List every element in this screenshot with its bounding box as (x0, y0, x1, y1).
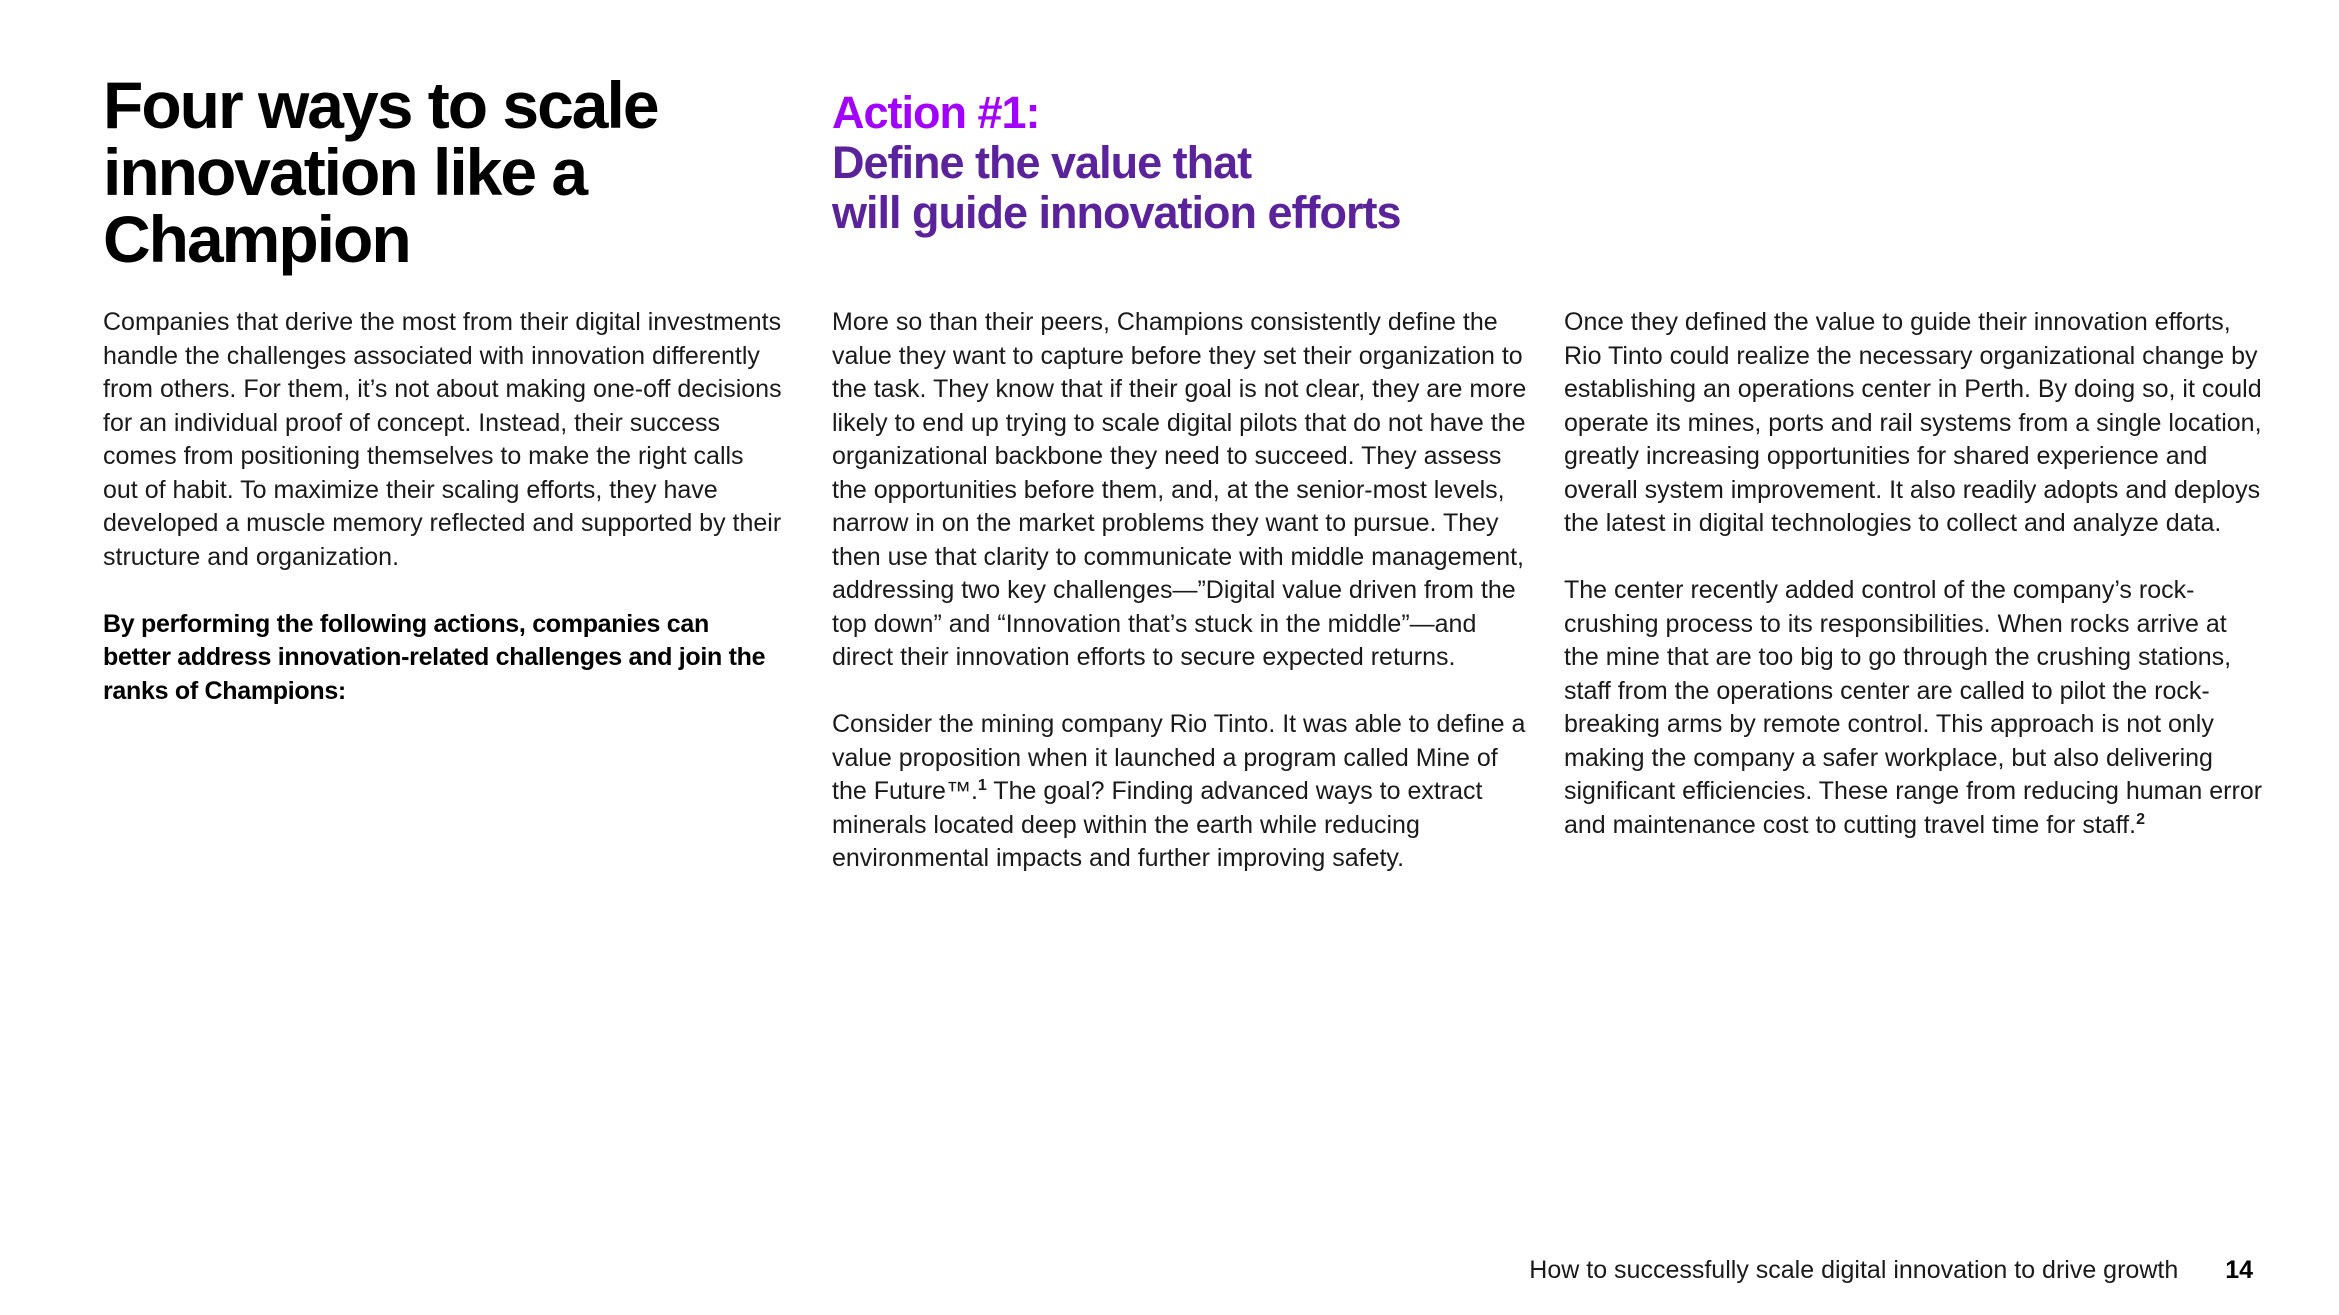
action-heading-line-2: will guide innovation efforts (832, 187, 1401, 238)
lead-bold-paragraph: By performing the following actions, companies can better address innovation-related challenges and join the ranks of Champions: (103, 609, 766, 705)
middle-paragraph-2-before: Consider the mining company Rio Tinto. It was able to define a value proposition when it launched a program called Mine of the Future™. (832, 710, 1526, 805)
action-heading-line-1: Define the value that (832, 137, 1252, 188)
intro-paragraph: Companies that derive the most from their digital investments handle the challenges associated with innovation differently from others. For them, it’s not about making one-off decisions for an individual proof of concept. Instead, their success comes from positioning themselves to make the right calls out of habit. To maximize their scaling efforts, they have developed a muscle memory reflected and supported by their structure and organization. (103, 308, 782, 571)
footnote-2: 2 (2136, 810, 2145, 828)
right-paragraph-2-text: The center recently added control of the company’s rock-crushing process to its responsibilities. When rocks arrive at the mine that are too big to go through the crushing stations, staff from the operations center are called to pilot the rock-breaking arms by remote control. This approach is not only making the company a safer workplace, but also delivering significant efficiencies. These range from reducing human error and maintenance cost to cutting travel time for staff. (1564, 576, 2263, 839)
middle-column (832, 306, 1532, 909)
middle-paragraph-2 (832, 708, 1532, 876)
footer-document-title: How to successfully scale digital innovation to drive growth (1529, 1256, 2179, 1284)
left-column (103, 306, 783, 742)
action-number: Action #1: (832, 87, 1040, 138)
right-column (1564, 306, 2264, 876)
page-number: 14 (2225, 1256, 2253, 1284)
middle-paragraph-2-after: The goal? Finding advanced ways to extract minerals located deep within the earth while reducing environmental impacts and further improving safety. (832, 777, 1483, 872)
action-heading (832, 88, 1732, 238)
page-title: Four ways to scale innovation like a Champion (103, 68, 658, 276)
middle-paragraph-1: More so than their peers, Champions consistently define the value they want to capture before they set their organization to the task. They know that if their goal is not clear, they are more likely to end up trying to scale digital pilots that do not have the organizational backbone they need to succeed. They assess the opportunities before them, and, at the senior-most levels, narrow in on the market problems they want to pursue. They then use that clarity to communicate with middle management, addressing two key challenges—”Digital value driven from the top down” and “Innovation that’s stuck in the middle”—and direct their innovation efforts to secure expected returns. (832, 308, 1527, 671)
footnote-1: 1 (977, 777, 987, 794)
right-paragraph-2 (1564, 574, 2264, 842)
page-footer (1529, 1255, 2253, 1285)
right-paragraph-1: Once they defined the value to guide their innovation efforts, Rio Tinto could realize the necessary organizational change by establishing an operations center in Perth. By doing so, it could operate its mines, ports and rail systems from a single location, greatly increasing opportunities for shared experience and overall system improvement. It also readily adopts and deploys the latest in digital technologies to collect and analyze data. (1564, 308, 2262, 537)
